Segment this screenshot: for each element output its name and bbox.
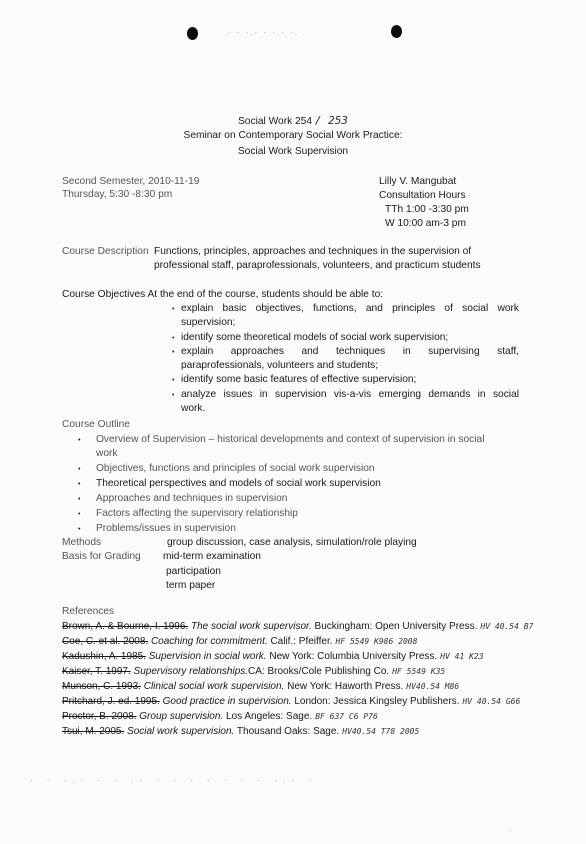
handwritten-course-number: / 253 [314,114,348,127]
outline-item-3: Theoretical perspectives and models of social work supervision [96,478,381,489]
methods-text: group discussion, case analysis, simulation/role playing [167,537,417,548]
reference-call-number: BF 637 C6 P76 [315,712,378,721]
reference-item [62,696,520,707]
reference-call-number: HV 40.54 G66 [462,697,521,706]
reference-publisher: Thousand Oaks: Sage. [234,726,340,737]
reference-title: Supervision in social work. [148,651,267,662]
reference-call-number: HF 5549 K986 2008 [335,637,418,646]
reference-author: Coe, C. et al. 2008. [62,636,149,647]
objective-3-line-1: explain approaches and techniques in supervising staff, [181,346,519,357]
objective-bullet: • [172,335,175,342]
objective-bullet: • [172,349,175,356]
outline-label: Course Outline [62,419,130,430]
seminar-title: Seminar on Contemporary Social Work Practice: [183,130,403,141]
reference-publisher: New York: Haworth Press. [284,681,404,692]
reference-publisher: Calif.: Pfeiffer. [267,636,333,647]
reference-author: Brown, A. & Bourne, I. 1996. [62,621,189,632]
reference-author: Kadushin, A. 1985. [62,651,146,662]
instructor-name: Lilly V. Mangubat [379,176,457,187]
objective-3-line-2: paraprofessionals, volunteers and students; [181,360,379,371]
scan-noise-top: · · ·.· · ·.· ·. [228,28,300,37]
reference-item [62,711,378,722]
consultation-hours-2: W 10:00 am-3 pm [385,218,466,229]
outline-bullet: • [78,481,81,488]
objective-1-line-2: supervision; [181,317,236,328]
objective-2-line-1: identify some theoretical models of social work supervision; [181,332,449,343]
reference-publisher: New York: Columbia University Press. [266,651,438,662]
outline-item-1-text: Overview of Supervision – historical developments and context of supervision in social [96,434,485,445]
reference-title: Good practice in supervision. [162,696,292,707]
reference-publisher: London: Jessica Kingsley Publishers. [291,696,460,707]
objective-1-line-1: explain basic objectives, functions, and principles of social work [181,303,519,314]
grading-label: Basis for Grading [62,551,141,562]
outline-item-5: Factors affecting the supervisory relationship [96,508,298,519]
reference-item [62,651,484,662]
reference-title: Social work supervision. [127,726,235,737]
references-label: References [62,606,115,617]
methods-label: Methods [62,537,102,548]
outline-bullet: • [78,526,81,533]
grading-item-3: term paper [166,580,216,591]
reference-title: The social work supervisor. [190,621,312,632]
reference-author: Proctor, B. 2008. [62,711,137,722]
reference-item [62,681,459,692]
outline-bullet: • [78,466,81,473]
description-label: Course Description [62,246,149,257]
objectives-intro: Course Objectives At the end of the course, students should be able to: [62,289,384,300]
reference-publisher: Los Angeles: Sage. [223,711,313,722]
reference-publisher: Buckingham: Open University Press. [311,621,478,632]
reference-item [62,726,419,737]
schedule-line: Thursday, 5:30 -8:30 pm [62,189,173,200]
punch-hole-right [391,25,402,38]
reference-item [62,621,533,632]
objective-bullet: • [172,377,175,384]
seminar-subtitle: Social Work Supervision [237,146,349,157]
description-line-1: Functions, principles, approaches and techniques in the supervision of [154,246,472,257]
reference-call-number: HV40.54 M86 [406,682,460,691]
scan-noise-bottom: · · ·.· · · .· · · ·.· · · · ·.· · [30,776,318,785]
objective-5-line-1: analyze issues in supervision vis-a-vis emerging demands in social [181,389,519,400]
reference-author: Kaiser, T. 1997. [62,666,131,677]
reference-item [62,636,417,647]
description-line-2: professional staff, paraprofessionals, volunteers, and practicum students [154,260,481,271]
consultation-hours-1: TTh 1:00 -3:30 pm [385,204,469,215]
punch-hole-left [187,27,198,40]
objective-bullet: • [172,306,175,313]
consultation-label: Consultation Hours [379,190,466,201]
reference-title: Clinical social work supervision. [143,681,285,692]
objective-4-line-1: identify some basic features of effective supervision; [181,374,417,385]
objective-bullet: • [172,392,175,399]
reference-author: Pritchard, J. ed. 1995. [62,696,160,707]
outline-item-1-line-2: work [96,448,118,459]
reference-call-number: HV 41 K23 [440,652,484,661]
semester-line: Second Semester, 2010-11-19 [62,176,200,187]
reference-call-number: HV 40.54 B7 [480,622,534,631]
reference-author: Munson, C. 1993. [62,681,141,692]
scan-noise-corner: · [508,826,513,835]
course-code: Social Work 254 [238,116,313,127]
objective-5-line-2: work. [181,403,206,414]
reference-author: Tsui, M. 2005. [62,726,125,737]
outline-item-4: Approaches and techniques in supervision [96,493,288,504]
reference-call-number: HV40.54 T78 2005 [342,727,420,736]
reference-call-number: HF 5549 K35 [392,667,446,676]
outline-item-1-line-1 [96,434,484,445]
grading-item-1: mid-term examination [163,551,261,562]
reference-publisher: CA: Brooks/Cole Publishing Co. [248,666,390,677]
outline-bullet: • [78,511,81,518]
reference-title: Supervisory relationships. [133,666,249,677]
outline-item-2: Objectives, functions and principles of social work supervision [96,463,375,474]
course-title [0,114,586,127]
reference-item [62,666,445,677]
reference-title: Coaching for commitment. [150,636,268,647]
outline-bullet: • [78,496,81,503]
outline-item-6: Problems/issues in supervision [96,523,236,534]
grading-item-2: participation [166,566,221,577]
outline-bullet: • [78,437,81,444]
reference-title: Group supervision. [139,711,224,722]
